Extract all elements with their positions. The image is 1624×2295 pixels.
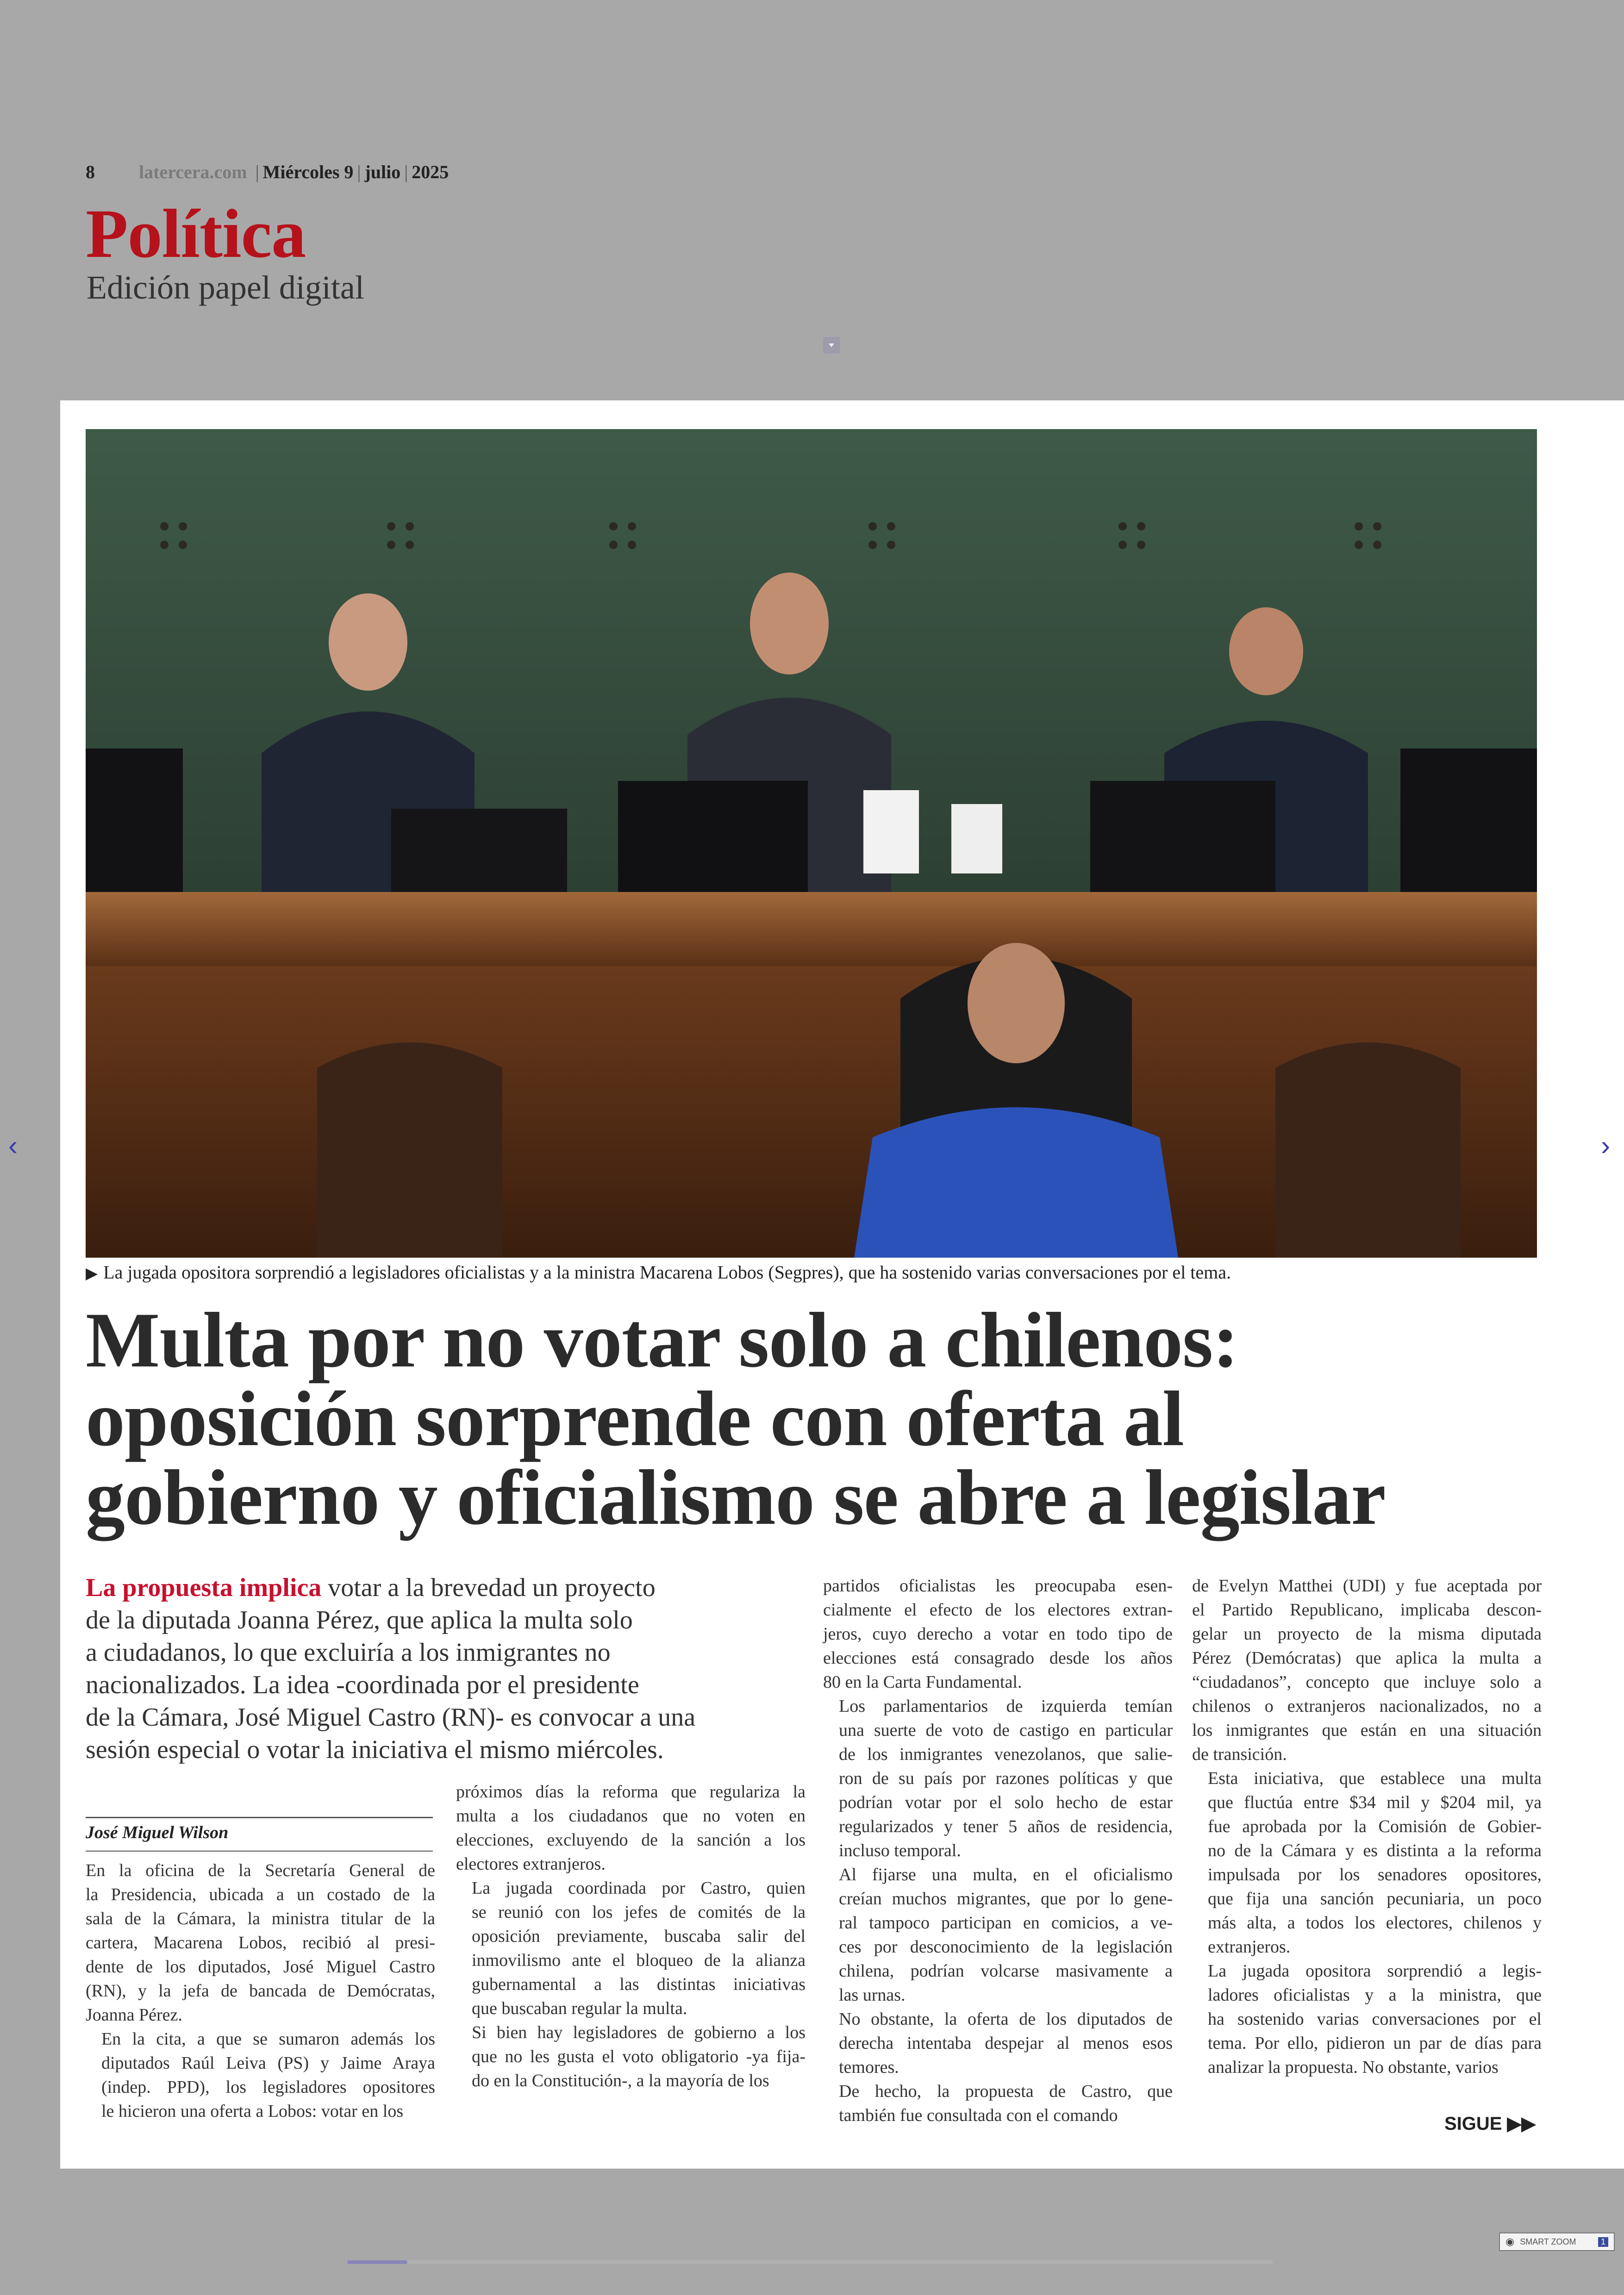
byline: José Miguel Wilson xyxy=(86,1823,229,1842)
paragraph-line: más alta, a todos los electores, chilenos y xyxy=(1208,1913,1542,1933)
paragraph-line: jeros, cuyo derecho a votar en todo tipo de xyxy=(823,1624,1173,1644)
paragraph-line: impulsada por los senadores opositores, xyxy=(1208,1865,1542,1884)
paragraph-line: partidos oficialistas les preocupaba esen- xyxy=(823,1576,1173,1596)
paragraph-line: que fija una sanción pecuniaria, un poco xyxy=(1208,1889,1542,1908)
paragraph-line: también fue consultada con el comando xyxy=(839,2106,1118,2125)
paragraph-line: fue aprobada por la Comisión de Gobier- xyxy=(1208,1817,1542,1836)
paragraph-line: la Presidencia, ubicada a un costado de la xyxy=(86,1885,435,1904)
article-paragraph xyxy=(86,2027,435,2123)
paragraph-line: derecha intentaba despejar al menos esos xyxy=(839,2033,1173,2053)
paragraph-line: se reunió con los jefes de comités de la xyxy=(472,1902,806,1922)
divider xyxy=(86,1851,433,1852)
prev-page-button[interactable]: ‹ xyxy=(8,1130,18,1161)
paragraph-line: le hicieron una oferta a Lobos: votar en los xyxy=(101,2102,404,2121)
paragraph-line: incluso temporal. xyxy=(839,1841,961,1860)
paragraph-line: cialmente el efecto de los electores extran- xyxy=(823,1600,1173,1620)
paragraph-line: Pérez (Demócratas) que aplica la multa a xyxy=(1192,1648,1542,1668)
paragraph-line: “ciudadanos”, concepto que incluye solo a xyxy=(1192,1672,1542,1692)
paragraph-line: ha sostenido varias conversaciones por el xyxy=(1208,2009,1542,2029)
paragraph-line: ladores oficialistas y a la ministra, que xyxy=(1208,1985,1542,2005)
divider xyxy=(86,1817,433,1818)
paragraph-line: que fluctúa entre $34 mil y $204 mil, ya xyxy=(1208,1793,1542,1812)
paragraph-line: elecciones, excluyendo de la sanción a los xyxy=(456,1830,806,1850)
paragraph-line: creían muchos migrantes, que por lo gene- xyxy=(839,1889,1173,1908)
site-name: latercera.com xyxy=(139,162,247,182)
lead-line: nacionalizados. La idea -coordinada por el presidente xyxy=(86,1671,639,1699)
divider: | xyxy=(357,162,361,182)
article-paragraph xyxy=(456,2021,806,2093)
paragraph-line: próximos días la reforma que regulariza la xyxy=(456,1782,806,1802)
paragraph-line: regularizados y tener 5 años de residencia, xyxy=(839,1817,1173,1836)
paragraph-line: multa a los ciudadanos que no voten en xyxy=(456,1806,806,1826)
article-paragraph xyxy=(823,2007,1173,2079)
paragraph-line: sala de la Cámara, la ministra titular de la xyxy=(86,1909,435,1928)
divider: | xyxy=(404,162,408,182)
issue-date-year: 2025 xyxy=(412,162,449,182)
edition-subtitle: Edición papel digital xyxy=(87,269,364,306)
article-paragraph xyxy=(456,1876,806,2021)
issue-date-month: julio xyxy=(364,162,401,182)
issue-date-day: Miércoles 9 xyxy=(262,162,354,182)
paragraph-line: La jugada coordinada por Castro, quien xyxy=(472,1878,806,1898)
lead-line: sesión especial o votar la iniciativa el mismo miércoles. xyxy=(86,1735,664,1764)
paragraph-line: temores. xyxy=(839,2058,899,2077)
paragraph-line: Al fijarse una multa, en el oficialismo xyxy=(839,1865,1173,1884)
paragraph-line: ral tampoco participan en comicios, a ve- xyxy=(839,1913,1173,1933)
parliament-photo-illustration xyxy=(86,429,1537,1258)
paragraph-line: no de la Cámara y es distinta a la reforma xyxy=(1208,1841,1542,1860)
dropdown-marker-icon[interactable] xyxy=(823,337,840,354)
paragraph-line: chilena, podrían volcarse masivamente a xyxy=(839,1961,1173,1981)
article-paragraph xyxy=(86,1858,435,2027)
article-paragraph xyxy=(823,2079,1173,2127)
lead-line: de la diputada Joanna Pérez, que aplica la multa solo xyxy=(86,1606,633,1634)
paragraph-line: ces por desconocimiento de la legislación xyxy=(839,1937,1173,1957)
paragraph-line: dente de los diputados, José Miguel Castro xyxy=(86,1957,435,1977)
paragraph-line: chilenos o extranjeros nacionalizados, no a xyxy=(1192,1696,1542,1716)
paragraph-line: cartera, Macarena Lobos, recibió al presi- xyxy=(86,1933,435,1952)
paragraph-line: ron de su país por razones políticas y que xyxy=(839,1769,1173,1788)
photo-caption xyxy=(86,1261,1537,1283)
page-progress-fill xyxy=(347,2260,407,2264)
caption-text: La jugada opositora sorprendió a legisladores oficialistas y a la ministra Macarena Lobos (Segpres), que ha sostenido varias conversaciones por el tema. xyxy=(103,1262,1231,1283)
article-column-1 xyxy=(86,1858,435,2123)
paragraph-line: gubernamental a las distintas iniciativas xyxy=(472,1975,806,1994)
article-paragraph xyxy=(823,1863,1173,2007)
article-photo xyxy=(86,429,1537,1258)
article-paragraph xyxy=(1192,1766,1542,1959)
lead-kicker: La propuesta implica xyxy=(86,1573,322,1602)
article-paragraph xyxy=(823,1694,1173,1863)
lead-line: a ciudadanos, lo que excluiría a los inmigrantes no xyxy=(86,1638,611,1667)
paragraph-line: los inmigrantes que están en una situación xyxy=(1192,1721,1542,1740)
paragraph-line: (RN), y la jefa de bancada de Demócratas, xyxy=(86,1981,435,2001)
article-paragraph xyxy=(1192,1959,1542,2079)
paragraph-line: En la cita, a que se sumaron además los xyxy=(101,2029,435,2049)
headline-line: gobierno y oficialismo se abre a legislar xyxy=(86,1454,1386,1541)
smart-zoom-label: SMART ZOOM xyxy=(1520,2237,1576,2246)
paragraph-line: En la oficina de la Secretaría General de xyxy=(86,1861,435,1880)
paragraph-line: De hecho, la propuesta de Castro, que xyxy=(839,2082,1173,2101)
paragraph-line: extranjeros. xyxy=(1208,1937,1291,1957)
article-paragraph xyxy=(1192,1574,1542,1766)
paragraph-line: las urnas. xyxy=(839,1985,906,2005)
article-paragraph xyxy=(823,1574,1173,1694)
paragraph-line: Si bien hay legisladores de gobierno a los xyxy=(472,2023,806,2042)
issue-meta xyxy=(86,161,449,183)
eye-icon: ◉ xyxy=(1505,2236,1515,2247)
paragraph-line: oposición previamente, buscaba salir del xyxy=(472,1927,806,1946)
paragraph-line: inmovilismo ante el bloqueo de la alianza xyxy=(472,1951,806,1970)
article-lead xyxy=(86,1572,762,1766)
article-column-2 xyxy=(456,1780,806,2093)
paragraph-line: elecciones está consagrado desde los años xyxy=(823,1648,1173,1668)
article-headline xyxy=(86,1297,1567,1541)
paragraph-line: que buscaban regular la multa. xyxy=(472,1999,687,2018)
smart-zoom-button[interactable] xyxy=(1499,2233,1615,2251)
headline-line: Multa por no votar solo a chilenos: xyxy=(86,1297,1238,1384)
paragraph-line: diputados Raúl Leiva (PS) y Jaime Araya xyxy=(101,2053,435,2073)
paragraph-line: La jugada opositora sorprendió a legis- xyxy=(1208,1961,1542,1981)
paragraph-line: de Evelyn Matthei (UDI) y fue aceptada por xyxy=(1192,1576,1542,1596)
paragraph-line: tema. Por ello, pidieron un par de días para xyxy=(1208,2033,1542,2053)
newspaper-page xyxy=(60,400,1624,2169)
article-column-4 xyxy=(1192,1574,1542,2079)
page-progress-bar[interactable] xyxy=(347,2260,1273,2264)
paragraph-line: (indep. PPD), los legisladores opositores xyxy=(101,2077,435,2097)
paragraph-line: do en la Constitución-, a la mayoría de los xyxy=(472,2071,769,2090)
paragraph-line: de los inmigrantes venezolanos, que salie- xyxy=(839,1745,1173,1764)
paragraph-line: gelar un proyecto de la misma diputada xyxy=(1192,1624,1542,1644)
paragraph-line: de transición. xyxy=(1192,1745,1287,1764)
lead-line: votar a la brevedad un proyecto xyxy=(321,1573,656,1602)
headline-line: oposición sorprende con oferta al xyxy=(86,1375,1184,1462)
smart-zoom-value: 1 xyxy=(1598,2237,1608,2247)
paragraph-line: 80 en la Carta Fundamental. xyxy=(823,1672,1022,1692)
continue-label: SIGUE ▶▶ xyxy=(1444,2114,1536,2134)
lead-line: de la Cámara, José Miguel Castro (RN)- es convocar a una xyxy=(86,1703,696,1732)
next-page-button[interactable]: › xyxy=(1601,1130,1610,1161)
paragraph-line: podrían votar por el solo hecho de estar xyxy=(839,1793,1173,1812)
paragraph-line: analizar la propuesta. No obstante, varios xyxy=(1208,2058,1499,2077)
paragraph-line: Joanna Pérez. xyxy=(86,2005,182,2025)
divider: | xyxy=(255,162,259,182)
paragraph-line: Esta iniciativa, que establece una multa xyxy=(1208,1769,1542,1788)
paragraph-line: No obstante, la oferta de los diputados de xyxy=(839,2009,1173,2029)
article-paragraph xyxy=(456,1780,806,1876)
paragraph-line: que no les gusta el voto obligatorio -ya fija- xyxy=(472,2047,806,2066)
page-number: 8 xyxy=(86,162,95,182)
paragraph-line: Los parlamentarios de izquierda temían xyxy=(839,1696,1173,1716)
section-title: Política xyxy=(86,195,306,272)
paragraph-line: el Partido Republicano, implicaba descon- xyxy=(1192,1600,1542,1620)
paragraph-line: una suerte de voto de castigo en particular xyxy=(839,1721,1173,1740)
caption-arrow-icon: ▶ xyxy=(86,1265,98,1282)
article-column-3 xyxy=(823,1574,1173,2127)
paragraph-line: electores extranjeros. xyxy=(456,1854,606,1874)
